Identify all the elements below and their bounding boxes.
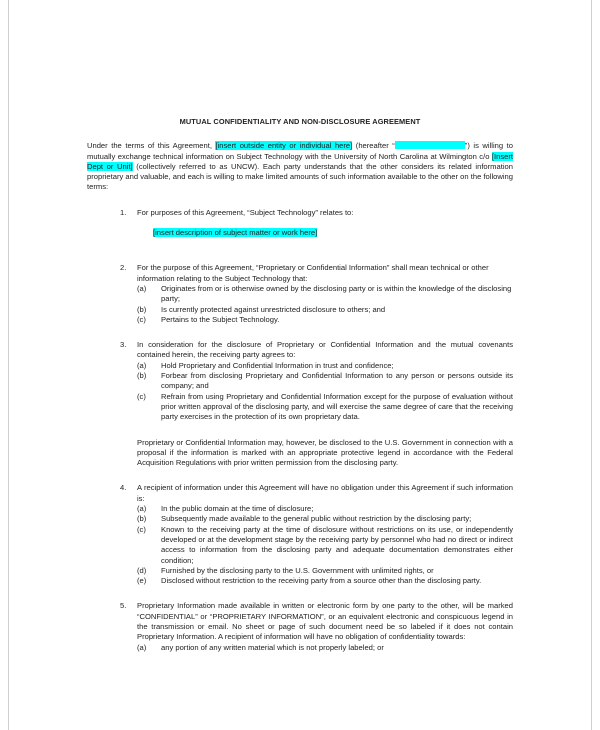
list-item bbox=[87, 504, 513, 514]
item-label: (b) bbox=[137, 304, 147, 314]
list-item bbox=[87, 371, 513, 392]
item-label: (b) bbox=[137, 514, 147, 524]
item-label: (a) bbox=[137, 360, 147, 370]
section-number: 2. bbox=[120, 263, 127, 273]
item-text: Pertains to the Subject Technology. bbox=[161, 314, 280, 324]
document-title: MUTUAL CONFIDENTIALITY AND NON-DISCLOSURE AGREEMENT bbox=[179, 117, 421, 126]
item-label: (a) bbox=[137, 283, 147, 293]
intro-text-2: (hereafter “ bbox=[352, 141, 395, 151]
entity-placeholder: [insert outside entity or individual here] bbox=[215, 141, 353, 151]
item-label: (a) bbox=[137, 642, 147, 652]
list-item bbox=[87, 315, 513, 325]
list-item bbox=[87, 566, 513, 576]
note-text: Proprietary or Confidential Information may, however, be disclosed to the U.S. Government in connection with a proposal if the information is marked with an appropriate protective legend in accordance with the Federal Acquisition Regulations with prior written permission from the disclosing party. bbox=[137, 437, 513, 468]
item-label: (c) bbox=[137, 524, 146, 534]
item-text: any portion of any written material which is not properly labeled; or bbox=[161, 642, 384, 652]
item-text: In the public domain at the time of disclosure; bbox=[161, 504, 314, 514]
list-item bbox=[87, 361, 513, 371]
item-text: Hold Proprietary and Confidential Information in trust and confidence; bbox=[161, 360, 394, 370]
short-name-placeholder bbox=[395, 141, 465, 149]
subject-placeholder-line bbox=[87, 228, 513, 238]
subject-placeholder: [insert description of subject matter or work here] bbox=[153, 228, 318, 238]
page-left-edge bbox=[8, 0, 9, 730]
section-text: For the purpose of this Agreement, “Proprietary or Confidential Information” shall mean technical or other information relating to the Subject Technology that: bbox=[137, 263, 489, 283]
item-text: Furnished by the disclosing party to the U.S. Government with unlimited rights, or bbox=[161, 565, 434, 575]
section-text: Proprietary Information made available in written or electronic form by one party to the other, will be marked “CONFIDENTIAL” or “PROPRIETARY INFORMATION”, or an equivalent electronic and conspicuous legend in the transmission or email. No sheet or page of such document need be so labeled if it does not contain Proprietary Information. A recipient of information will have no obligation of confidentiality towards: bbox=[137, 601, 513, 642]
section-text: For purposes of this Agreement, “Subject Technology” relates to: bbox=[137, 207, 354, 217]
list-item bbox=[87, 576, 513, 586]
item-label: (a) bbox=[137, 504, 147, 514]
section-4 bbox=[87, 483, 513, 504]
page-right-edge bbox=[591, 0, 592, 730]
item-label: (e) bbox=[137, 576, 147, 586]
item-text: Disclosed without restriction to the receiving party from a source other than the disclosing party. bbox=[161, 576, 482, 586]
dept-placeholder: [Insert Dept or Unit] bbox=[87, 151, 513, 171]
section-number: 5. bbox=[120, 601, 127, 611]
list-item bbox=[87, 514, 513, 524]
section-number: 3. bbox=[120, 340, 127, 350]
item-text: Forbear from disclosing Proprietary and Confidential Information to any person or persons outside its company; and bbox=[161, 371, 513, 391]
section-number: 4. bbox=[120, 483, 127, 493]
section-text: In consideration for the disclosure of Proprietary or Confidential Information and the mutual covenants contained herein, the receiving party agrees to: bbox=[137, 340, 513, 360]
item-text: Originates from or is otherwise owned by the disclosing party or is within the knowledge of the disclosing party; bbox=[161, 283, 512, 304]
intro-text-4: (collectively referred to as UNCW). Each party understands that the other considers its related information proprietary and valuable, and each is willing to make limited amounts of such information available to the other on the following terms: bbox=[87, 161, 513, 192]
section-text: A recipient of information under this Agreement will have no obligation under this Agreement if such information is: bbox=[137, 483, 513, 503]
section-3-note bbox=[87, 438, 513, 469]
list-item bbox=[87, 284, 513, 305]
intro-paragraph bbox=[87, 141, 513, 192]
intro-text-1: Under the terms of this Agreement, bbox=[87, 141, 216, 151]
item-label: (c) bbox=[137, 314, 146, 324]
section-5 bbox=[87, 601, 513, 642]
item-text: Known to the receiving party at the time of disclosure without restrictions on its use, or independently developed or at the development stage by the receiving party by personnel who had no direct or indirect access to information from the disclosing party and adequate documentation demonstrates either condition; bbox=[161, 524, 513, 565]
list-item bbox=[87, 305, 513, 315]
item-text: Subsequently made available to the general public without restriction by the disclosing party; bbox=[161, 514, 472, 524]
item-text: Is currently protected against unrestricted disclosure to others; and bbox=[161, 304, 386, 314]
list-item bbox=[87, 392, 513, 423]
item-text: Refrain from using Proprietary and Confidential Information except for the purpose of evaluation without prior written approval of the disclosing party, and will exercise the same degree of care that the receiving party exercises in the protection of its own proprietary data. bbox=[161, 391, 513, 422]
document-page bbox=[87, 117, 513, 653]
item-label: (b) bbox=[137, 371, 147, 381]
list-item bbox=[87, 643, 513, 653]
section-3 bbox=[87, 340, 513, 361]
list-item bbox=[87, 525, 513, 566]
item-label: (d) bbox=[137, 565, 147, 575]
item-label: (c) bbox=[137, 391, 146, 401]
section-2 bbox=[87, 263, 513, 284]
section-1 bbox=[87, 208, 513, 218]
section-number: 1. bbox=[120, 207, 127, 217]
intro-text-3: ”) is willing to mutually exchange technical information on Subject Technology with the University of North Carolina at Wilmington c/o bbox=[87, 141, 513, 161]
